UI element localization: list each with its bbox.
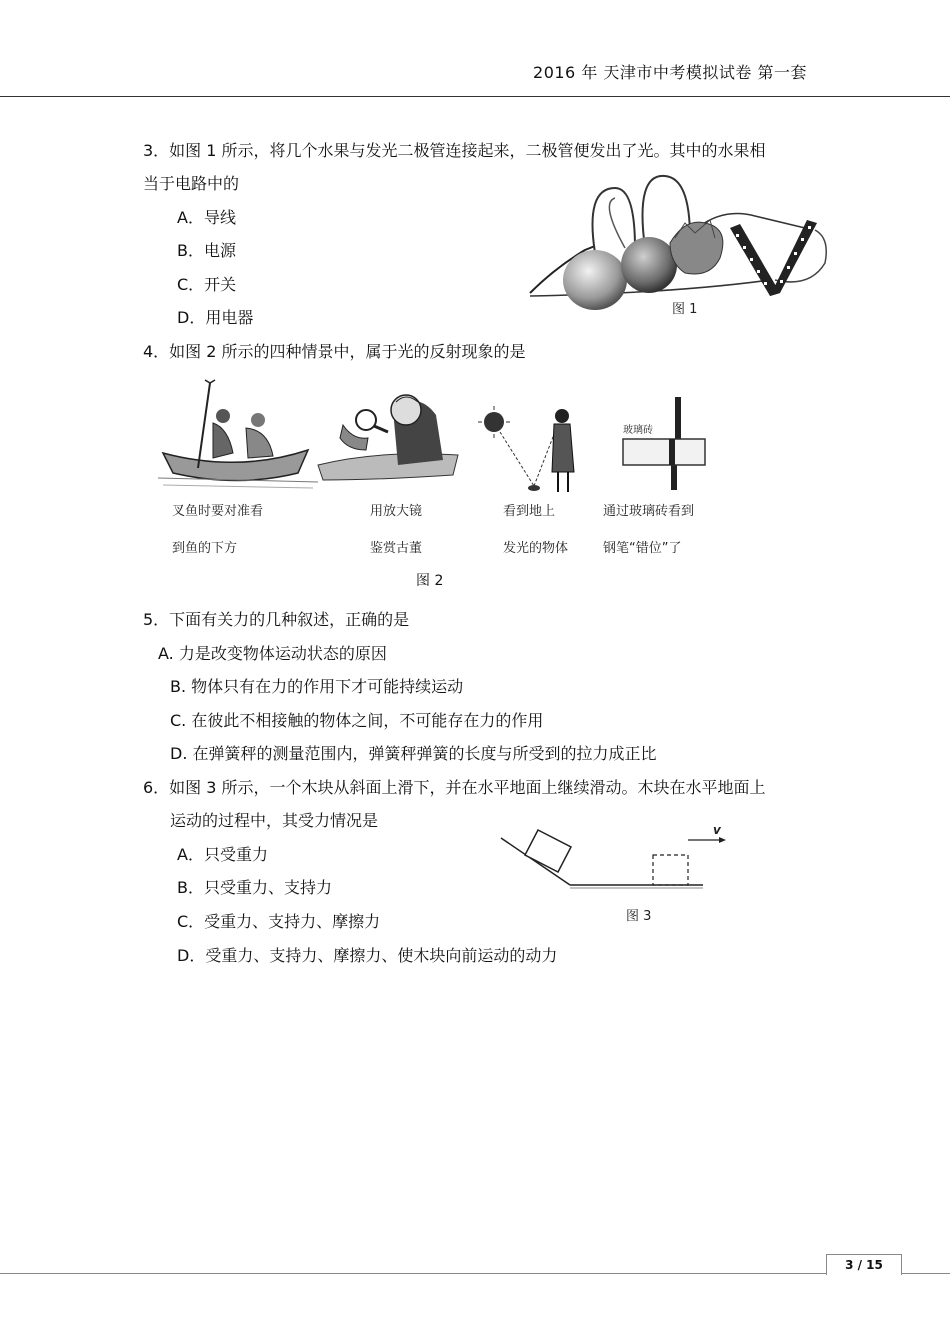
scene-1-caption-line1: 叉鱼时要对准看 xyxy=(172,504,264,519)
figure-2-scene-glass-brick xyxy=(618,395,708,495)
figure-3-incline-diagram xyxy=(498,820,721,900)
q5-stem: 5．下面有关力的几种叙述，正确的是 xyxy=(143,610,410,629)
q5-option-d[interactable]: D. 在弹簧秤的测量范围内，弹簧秤弹簧的长度与所受到的拉力成正比 xyxy=(170,744,657,763)
figure-2-caption: 图 2 xyxy=(416,573,444,589)
page-number: 3 / 15 xyxy=(826,1254,902,1275)
scene-3-caption-line2: 发光的物体 xyxy=(503,541,569,556)
velocity-label: v xyxy=(713,823,721,837)
scene-4-caption-line2: 钢笔“错位”了 xyxy=(603,541,682,556)
figure-3-caption: 图 3 xyxy=(626,909,652,924)
block-on-floor-dashed xyxy=(653,855,688,885)
q3-stem-line1: 3．如图 1 所示，将几个水果与发光二极管连接起来，二极管便发出了光。其中的水果相 xyxy=(143,141,766,160)
q6-option-a[interactable]: A．只受重力 xyxy=(177,845,268,864)
scene-4-caption-line1: 通过玻璃砖看到 xyxy=(603,504,695,519)
q6-option-d[interactable]: D．受重力、支持力、摩擦力、使木块向前运动的动力 xyxy=(177,946,558,965)
q6-option-b[interactable]: B．只受重力、支持力 xyxy=(177,878,332,897)
q6-stem-line1: 6．如图 3 所示，一个木块从斜面上滑下，并在水平地面上继续滑动。木块在水平地面上 xyxy=(143,778,766,797)
figure-1-caption: 图 1 xyxy=(672,302,698,317)
q6-stem-line2: 运动的过程中，其受力情况是 xyxy=(170,811,379,830)
q3-option-a[interactable]: A．导线 xyxy=(177,208,236,227)
figure-2-scene-spear-fishing xyxy=(158,378,318,490)
q5-option-b[interactable]: B. 物体只有在力的作用下才可能持续运动 xyxy=(170,677,464,696)
scene-3-caption-line1: 看到地上 xyxy=(503,504,556,519)
q3-option-b[interactable]: B．电源 xyxy=(177,241,236,260)
q3-option-d[interactable]: D．用电器 xyxy=(177,308,254,327)
page-header-title: 2016 年 天津市中考模拟试卷 第一套 xyxy=(533,63,807,82)
header-divider xyxy=(0,96,950,97)
glass-brick-label: 玻璃砖 xyxy=(623,425,653,436)
block-on-incline xyxy=(525,830,571,872)
scene-2-caption-line2: 鉴赏古董 xyxy=(370,541,423,556)
figure-2-scene-magnifier xyxy=(318,380,463,488)
q3-option-c[interactable]: C．开关 xyxy=(177,275,237,294)
figure-1-fruit-battery xyxy=(525,168,840,313)
q6-option-c[interactable]: C．受重力、支持力、摩擦力 xyxy=(177,912,381,931)
scene-1-caption-line2: 到鱼的下方 xyxy=(172,541,238,556)
q3-stem-line2: 当于电路中的 xyxy=(143,174,240,193)
footer-divider xyxy=(0,1273,950,1274)
q4-stem: 4．如图 2 所示的四种情景中，属于光的反射现象的是 xyxy=(143,342,526,361)
q5-option-c[interactable]: C. 在彼此不相接触的物体之间，不可能存在力的作用 xyxy=(170,711,544,730)
figure-2-scene-seeing-object xyxy=(478,402,598,497)
scene-2-caption-line1: 用放大镜 xyxy=(370,504,423,519)
q5-option-a[interactable]: A. 力是改变物体运动状态的原因 xyxy=(158,644,387,663)
